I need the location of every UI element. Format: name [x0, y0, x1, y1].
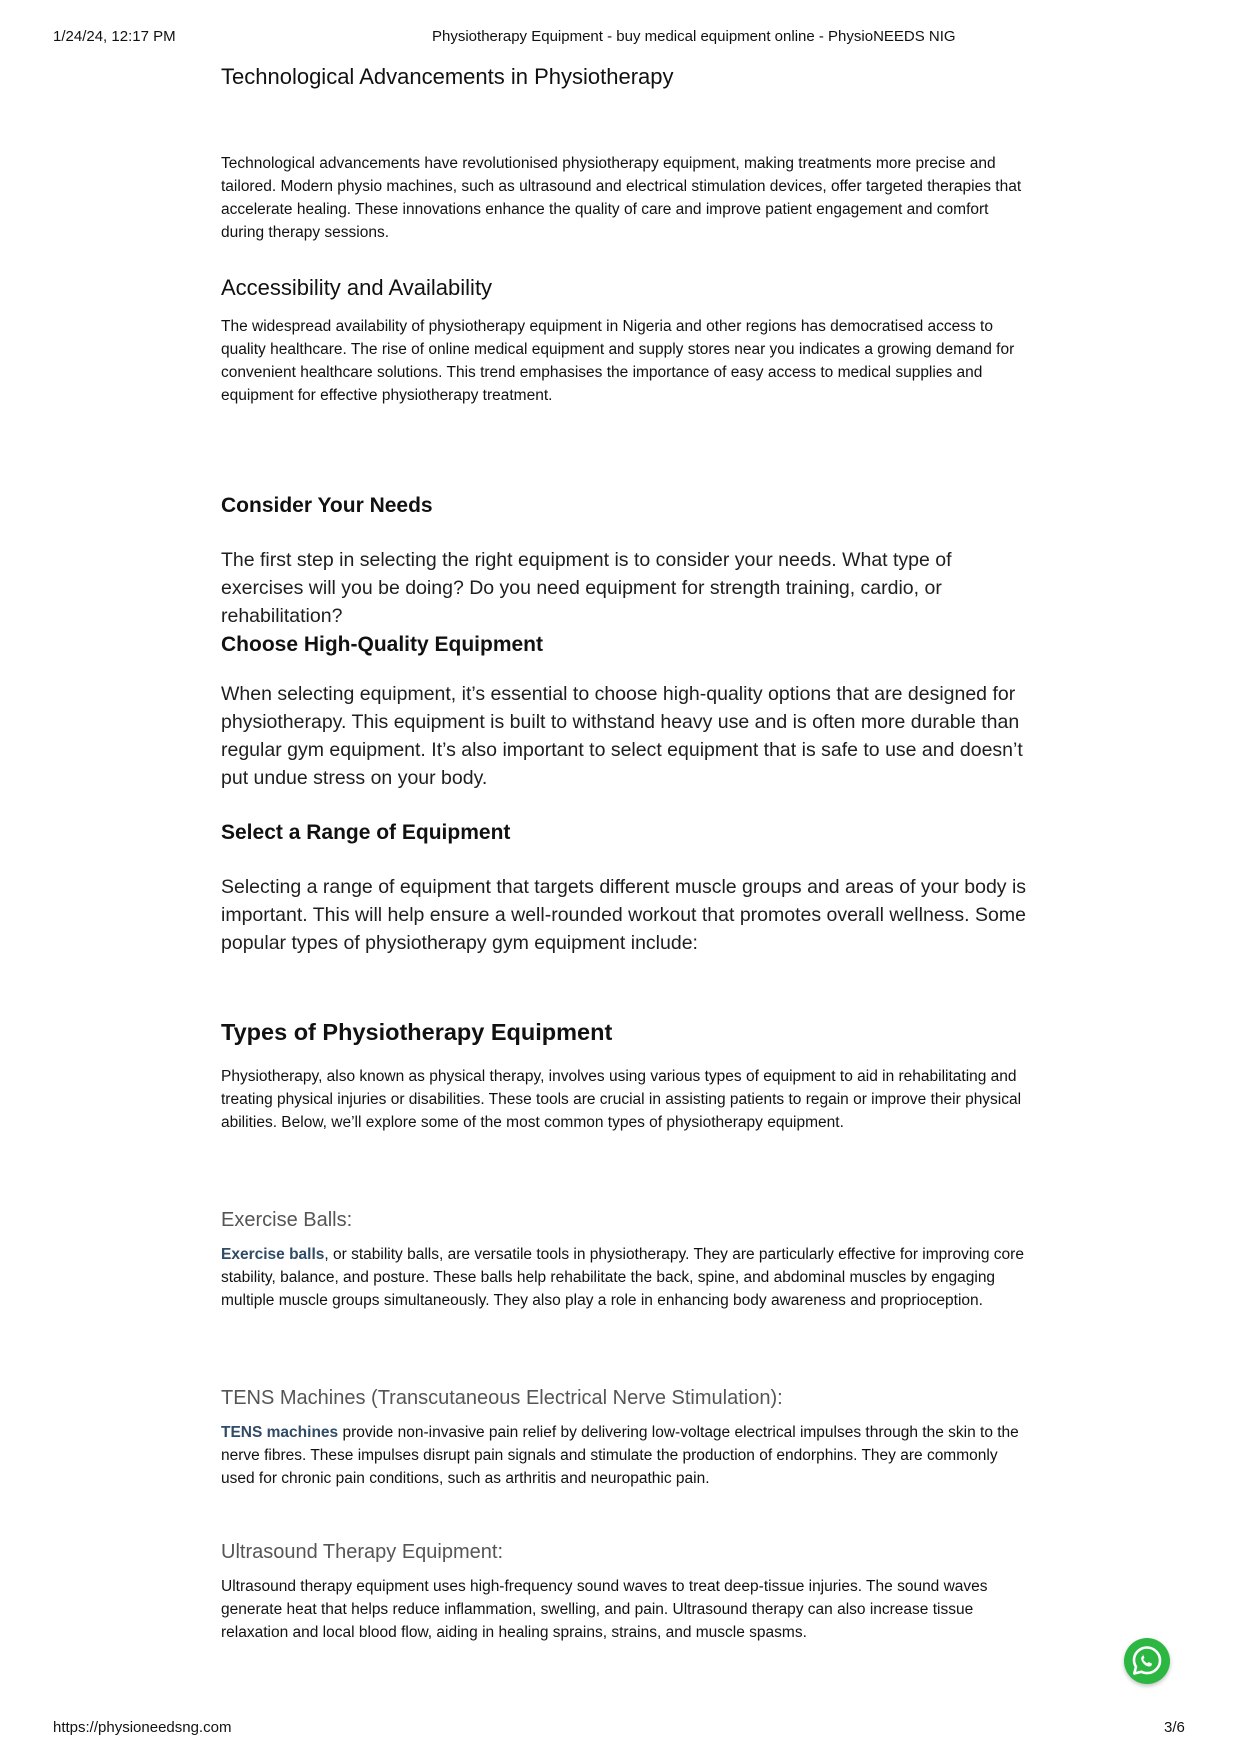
section-needs [221, 494, 1031, 518]
whatsapp-button[interactable] [1124, 1638, 1170, 1684]
balls-heading: Exercise Balls: [221, 1209, 353, 1231]
print-url: https://physioneedsng.com [53, 1719, 232, 1736]
section-balls [221, 1209, 1031, 1232]
tens-body-wrap [221, 1421, 1031, 1490]
tens-body-text: provide non-invasive pain relief by delivering low-voltage electrical impulses through the skin to the nerve fibres. These impulses disrupt pain signals and stimulate the production of endorphins. They are commonly used for chronic pain conditions, such as arthritis and neuropathic pain. [221, 1424, 1019, 1487]
types-body-wrap [221, 1065, 1031, 1134]
section-types [221, 1019, 1031, 1046]
balls-body [221, 1243, 1031, 1312]
section-range [221, 821, 1031, 845]
balls-body-text: , or stability balls, are versatile tools in physiotherapy. They are particularly effective for improving core stability, balance, and posture. These balls help rehabilitate the back, spine, and abdominal muscles by engaging multiple muscle groups simultaneously. They also play a role in enhancing body awareness and proprioception. [221, 1246, 1024, 1309]
tens-machines-link[interactable]: TENS machines [221, 1424, 339, 1441]
section-tens [221, 1387, 1031, 1410]
range-body-wrap [221, 873, 1031, 957]
tens-heading: TENS Machines (Transcutaneous Electrical Nerve Stimulation): [221, 1387, 783, 1409]
exercise-balls-link[interactable]: Exercise balls [221, 1246, 325, 1263]
ultrasound-body-wrap [221, 1575, 1031, 1644]
access-body: The widespread availability of physiotherapy equipment in Nigeria and other regions has democratised access to quality healthcare. The rise of online medical equipment and supply stores near you indicates a growing demand for convenient healthcare solutions. This trend emphasises the importance of easy access to medical supplies and equipment for effective physiotherapy treatment. [221, 318, 1015, 404]
ultrasound-heading: Ultrasound Therapy Equipment: [221, 1541, 504, 1563]
section-ultrasound [221, 1541, 1031, 1564]
needs-heading: Consider Your Needs [221, 494, 433, 517]
access-heading: Accessibility and Availability [221, 275, 493, 300]
quality-body: When selecting equipment, it’s essential to choose high-quality options that are designed for physiotherapy. This equipment is built to withstand heavy use and is often more durable than regular gym equipment. It’s also important to select equipment that is safe to use and doesn’t put undue stress on your body. [221, 683, 1023, 789]
ultrasound-body: Ultrasound therapy equipment uses high-frequency sound waves to treat deep-tissue injuries. The sound waves generate heat that helps reduce inflammation, swelling, and pain. Ultrasound therapy can also increase tissue relaxation and local blood flow, aiding in healing sprains, strains, and muscle spasms. [221, 1578, 988, 1641]
quality-body-wrap [221, 680, 1031, 792]
tens-body [221, 1421, 1031, 1490]
tech-body: Technological advancements have revolutionised physiotherapy equipment, making treatments more precise and tailored. Modern physio machines, such as ultrasound and electrical stimulation devices, offer targeted therapies that accelerate healing. These innovations enhance the quality of care and improve patient engagement and comfort during therapy sessions. [221, 155, 1022, 241]
access-body-wrap [221, 315, 1031, 407]
print-page-title: Physiotherapy Equipment - buy medical equipment online - PhysioNEEDS NIG [432, 28, 956, 45]
types-body: Physiotherapy, also known as physical therapy, involves using various types of equipment to aid in rehabilitating and treating physical injuries or disabilities. These tools are crucial in assisting patients to regain or improve their physical abilities. Below, we’ll explore some of the most common types of physiotherapy equipment. [221, 1068, 1022, 1131]
range-body: Selecting a range of equipment that targets different muscle groups and areas of your body is important. This will help ensure a well-rounded workout that promotes overall wellness. Some popular types of physiotherapy gym equipment include: [221, 876, 1027, 954]
balls-body-wrap [221, 1243, 1031, 1312]
section-access [221, 275, 1031, 301]
needs-body-wrap [221, 546, 1031, 630]
print-datetime: 1/24/24, 12:17 PM [53, 28, 176, 45]
section-tech [221, 64, 1031, 90]
print-page-number: 3/6 [1164, 1719, 1185, 1736]
needs-body: The first step in selecting the right equipment is to consider your needs. What type of exercises will you be doing? Do you need equipment for strength training, cardio, or rehabilitation? [221, 549, 952, 627]
tech-body-wrap [221, 152, 1031, 244]
whatsapp-icon [1124, 1638, 1170, 1684]
section-quality [221, 633, 1031, 657]
tech-heading: Technological Advancements in Physiotherapy [221, 64, 674, 89]
types-heading: Types of Physiotherapy Equipment [221, 1019, 613, 1045]
range-heading: Select a Range of Equipment [221, 821, 511, 844]
quality-heading: Choose High-Quality Equipment [221, 633, 544, 656]
